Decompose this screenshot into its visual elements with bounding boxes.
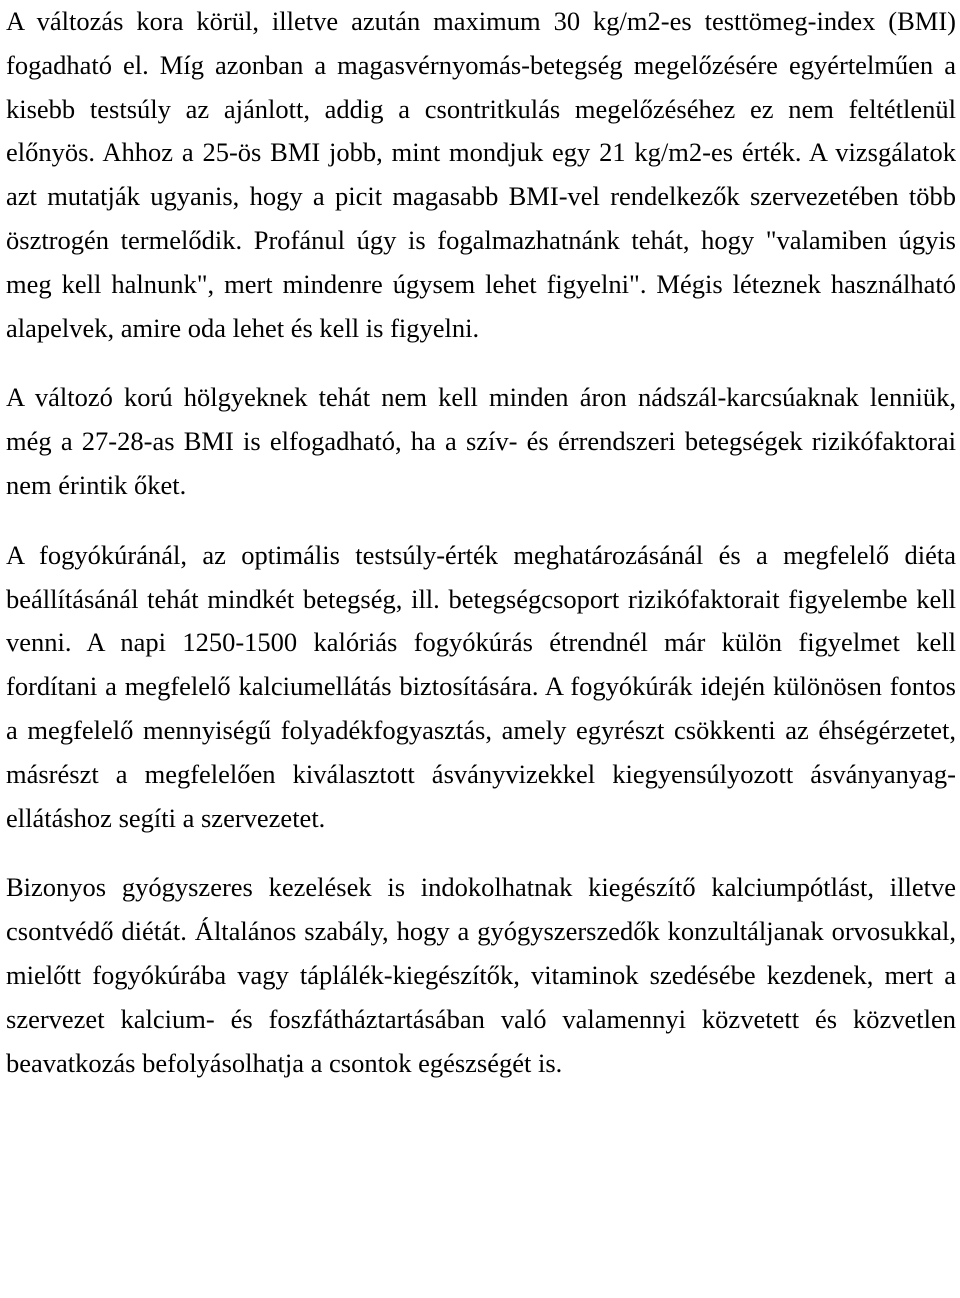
paragraph-medication: Bizonyos gyógyszeres kezelések is indokolhatnak kiegészítő kalciumpótlást, illetve csontvédő diétát. Általános szabály, hogy a gyógyszerszedők konzultáljanak orvosukkal, mielőtt fogyókúrába vagy táplálék-kiegészítők, vitaminok szedésébe kezdenek, mert a szervezet kalcium- és foszfátháztartásában való valamennyi közvetett és közvetlen beavatkozás befolyásolhatja a csontok egészségét is. <box>6 872 956 1078</box>
paragraph-diet-calcium: A fogyókúránál, az optimális testsúly-érték meghatározásánál és a megfelelő diéta beállításánál tehát mindkét betegség, ill. betegségcsoport rizikófaktorait figyelembe kell venni. A napi 1250-1500 kalóriás fogyókúrás étrendnél már külön figyelmet kell fordítani a megfelelő kalciumellátás biztosítására. A fogyókúrák idején különösen fontos a megfelelő mennyiségű folyadékfogyasztás, amely egyrészt csökkenti az éhségérzetet, másrészt a megfelelően kiválasztott ásványvizekkel kiegyensúlyozott ásványanyag-ellátáshoz segíti a szervezetet. <box>6 539 956 833</box>
paragraph-bmi-menopause: A változás kora körül, illetve azután maximum 30 kg/m2-es testtömeg-index (BMI) fogadható el. Míg azonban a magasvérnyomás-betegség megelőzésére egyértelműen a kisebb testsúly az ajánlott, addig a csontritkulás megelőzéséhez ez nem feltétlenül előnyös. Ahhoz a 25-ös BMI jobb, mint mondjuk egy 21 kg/m2-es érték. A vizsgálatok azt mutatják ugyanis, hogy a picit magasabb BMI-vel rendelkezők szervezetében több ösztrogén termelődik. Profánul úgy is fogalmazhatnánk tehát, hogy "valamiben úgyis meg kell halnunk", mert mindenre úgysem lehet figyelni". Mégis léteznek használható alapelvek, amire oda lehet és kell is figyelni. <box>6 6 956 343</box>
document-page <box>6 0 956 1085</box>
paragraph-bmi-tolerance: A változó korú hölgyeknek tehát nem kell minden áron nádszál-karcsúaknak lenniük, még a 27-28-as BMI is elfogadható, ha a szív- és érrendszeri betegségek rizikófaktorai nem érintik őket. <box>6 382 956 500</box>
